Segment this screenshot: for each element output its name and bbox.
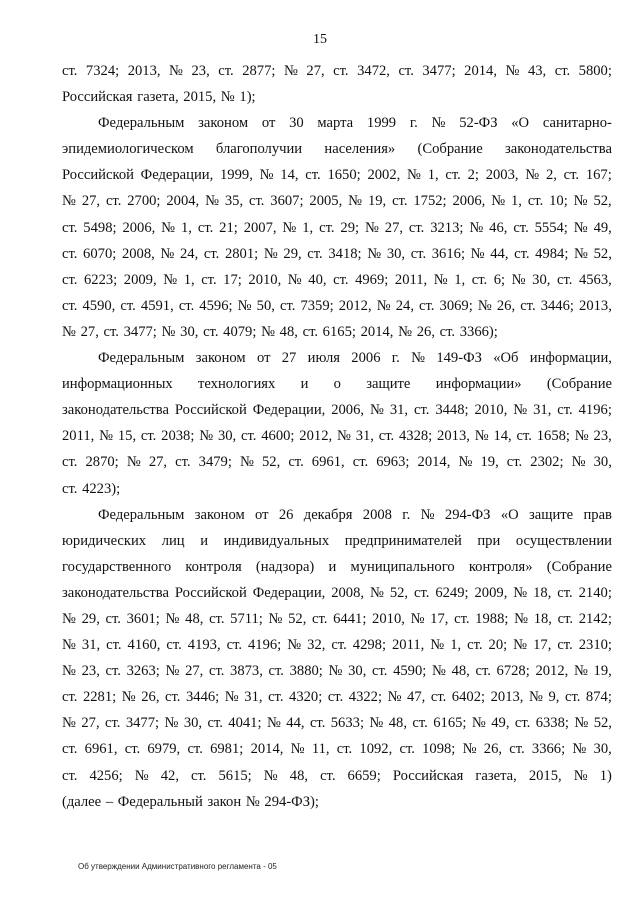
- paragraph: [62, 110, 612, 345]
- text-line: эпидемиологическом благополучии населения» (Собрание законодательства: [62, 141, 612, 158]
- text-line: № 23, ст. 3263; № 27, ст. 3873, ст. 3880; № 30, ст. 4590; № 48, ст. 6728; 2012, № 19,: [62, 663, 612, 680]
- text-line: ст. 5498; 2006, № 1, ст. 21; 2007, № 1, ст. 29; № 27, ст. 3213; № 46, ст. 5554; № 49,: [62, 219, 612, 236]
- text-line: ст. 4256; № 42, ст. 5615; № 48, ст. 6659; Российская газета, 2015, № 1): [62, 767, 612, 784]
- text-line: законодательства Российской Федерации, 2008, № 52, ст. 6249; 2009, № 18, ст. 2140;: [62, 584, 612, 601]
- text-line: (далее – Федеральный закон № 294-ФЗ);: [62, 793, 319, 810]
- text-line: ст. 2870; № 27, ст. 3479; № 52, ст. 6961, ст. 6963; 2014, № 19, ст. 2302; № 30,: [62, 454, 612, 471]
- text-line: законодательства Российской Федерации, 2006, № 31, ст. 3448; 2010, № 31, ст. 4196;: [62, 402, 612, 419]
- document-body: [62, 58, 612, 815]
- text-line: ст. 2281; № 26, ст. 3446; № 31, ст. 4320; ст. 4322; № 47, ст. 6402; 2013, № 9, ст. 874;: [62, 689, 612, 706]
- text-line: информационных технологиях и о защите информации» (Собрание: [62, 376, 612, 393]
- text-line: 2011, № 15, ст. 2038; № 30, ст. 4600; 2012, № 31, ст. 4328; 2013, № 14, ст. 1658; № 23,: [62, 428, 612, 445]
- text-line: Федеральным законом от 26 декабря 2008 г. № 294-ФЗ «О защите прав: [98, 506, 612, 523]
- text-line: ст. 4590, ст. 4591, ст. 4596; № 50, ст. 7359; 2012, № 24, ст. 3069; № 26, ст. 3446; 2013,: [62, 297, 612, 314]
- paragraph: [62, 58, 612, 110]
- text-line: № 31, ст. 4160, ст. 4193, ст. 4196; № 32, ст. 4298; 2011, № 1, ст. 20; № 17, ст. 2310;: [62, 637, 612, 654]
- text-line: ст. 6070; 2008, № 24, ст. 2801; № 29, ст. 3418; № 30, ст. 3616; № 44, ст. 4984; № 52,: [62, 245, 612, 262]
- text-line: государственного контроля (надзора) и муниципального контроля» (Собрание: [62, 558, 612, 575]
- text-line: № 29, ст. 3601; № 48, ст. 5711; № 52, ст. 6441; 2010, № 17, ст. 1988; № 18, ст. 2142;: [62, 610, 612, 627]
- paragraph: [62, 345, 612, 502]
- text-line: ст. 4223);: [62, 480, 121, 497]
- page-footer: Об утверждении Административного регламента - 05: [78, 862, 277, 871]
- text-line: ст. 6223; 2009, № 1, ст. 17; 2010, № 40, ст. 4969; 2011, № 1, ст. 6; № 30, ст. 4563,: [62, 271, 612, 288]
- page-number: 15: [313, 32, 327, 47]
- text-line: ст. 6961, ст. 6979, ст. 6981; 2014, № 11, ст. 1092, ст. 1098; № 26, ст. 3366; № 30,: [62, 741, 612, 758]
- text-line: Российская газета, 2015, № 1);: [62, 89, 256, 106]
- text-line: № 27, ст. 3477; № 30, ст. 4079; № 48, ст. 6165; 2014, № 26, ст. 3366);: [62, 323, 498, 340]
- text-line: ст. 7324; 2013, № 23, ст. 2877; № 27, ст. 3472, ст. 3477; 2014, № 43, ст. 5800;: [62, 63, 612, 79]
- text-line: № 27, ст. 2700; 2004, № 35, ст. 3607; 2005, № 19, ст. 1752; 2006, № 1, ст. 10; № 52,: [62, 193, 612, 210]
- text-line: Российской Федерации, 1999, № 14, ст. 1650; 2002, № 1, ст. 2; 2003, № 2, ст. 167;: [62, 167, 612, 184]
- text-line: Федеральным законом от 27 июля 2006 г. № 149-ФЗ «Об информации,: [98, 350, 612, 367]
- paragraph: [62, 502, 612, 815]
- text-line: юридических лиц и индивидуальных предпринимателей при осуществлении: [62, 532, 612, 549]
- text-line: Федеральным законом от 30 марта 1999 г. № 52-ФЗ «О санитарно-: [98, 115, 612, 132]
- text-line: № 27, ст. 3477; № 30, ст. 4041; № 44, ст. 5633; № 48, ст. 6165; № 49, ст. 6338; № 52,: [62, 715, 612, 732]
